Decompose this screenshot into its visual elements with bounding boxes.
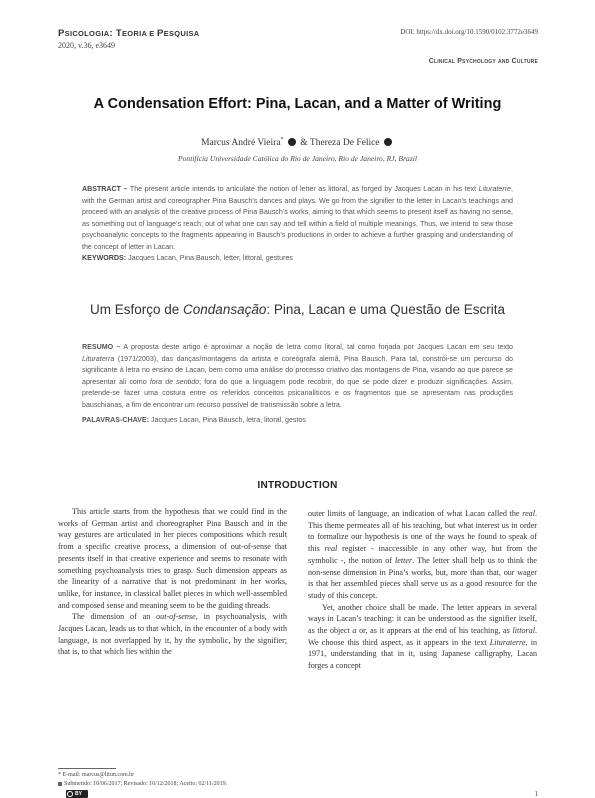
cc-license-badge[interactable]: [66, 790, 88, 798]
author-1: Marcus André Vieira: [201, 138, 281, 149]
page-number: 1: [534, 790, 538, 798]
orcid-icon[interactable]: [288, 138, 296, 146]
orcid-icon[interactable]: [384, 138, 392, 146]
article-title: A Condensation Effort: Pina, Lacan, and a Matter of Writing: [93, 96, 502, 112]
author-1-footnote-mark: *: [280, 137, 284, 143]
section-label: Clinical Psychology and Culture: [428, 58, 538, 65]
abstract-label: ABSTRACT –: [82, 185, 128, 193]
cc-by-label: BY: [75, 791, 82, 797]
palavras-chave-label: PALAVRAS-CHAVE:: [82, 416, 149, 424]
paragraph: outer limits of language, an indication of what Lacan called the real. This theme permeates all of his teaching, but what interest us in order to formalize our hypothesis is one of the ways he found to speak of this real register - inaccessible in any other way, but from the symbolic -, the notion of letter. The letter shall help us to think the non-sense dimension in Pina’s works, but, more than that, our wager is that her assembled pieces shall serve us as a good resource for the study of this concept.: [308, 509, 538, 600]
doi-link[interactable]: DOI: https://dx.doi.org/10.1590/0102.3772e3649: [400, 28, 538, 36]
footnote-dates: Submetido: 10/06/2017; Revisado: 10/12/2018; Aceito: 02/11/2019.: [58, 781, 227, 787]
footnote-divider: [58, 768, 116, 769]
paragraph: The dimension of an out-of-sense, in psychoanalysis, with Jacques Lacan, leads us to that which, in the encounter of a body with language, is not overlapped by it, by the symbolic, by the signifier; that is, to that which lies within the: [58, 612, 287, 657]
journal-volume: 2020, v.36, e3649: [58, 41, 116, 50]
cc-logo-icon: [67, 791, 73, 797]
body-column-right: [308, 508, 537, 672]
body-column-left: [58, 506, 287, 658]
palavras-chave: PALAVRAS-CHAVE: Jacques Lacan, Pina Bausch, letra, litoral, gestos: [82, 416, 306, 424]
affiliation: Pontifícia Universidade Católica do Rio de Janeiro, Rio de Janeiro, RJ, Brazil: [177, 154, 418, 163]
keywords: KEYWORDS: Jacques Lacan, Pina Bausch, letter, littoral, gestures: [82, 254, 293, 262]
journal-name: PSICOLOGIA: TEORIA E PESQUISA: [58, 28, 200, 39]
footnote-email: * E-mail: marcus@litun.com.br: [58, 772, 135, 778]
resumo-label: RESUMO –: [82, 343, 121, 351]
portuguese-title: Um Esforço de Condansação: Pina, Lacan e uma Questão de Escrita: [90, 302, 505, 317]
square-bullet-icon: [58, 782, 62, 786]
abstract: ABSTRACT – The present article intends to articulate the notion of letter as littoral, as forged by Jacques Lacan in his text Lituraterre, with the German artist and coreographer Pina Bausch’s dances and plays. We go from the signifier to the letter in Lacan’s teachings and proceed with an analysis of the creative process of Pina Bausch’s works, aiming to that which seems to present itself as having no sense, as something out of language’s reach; out of what one can say and tell within a field of multiple meanings. Thus, we intend to sew those psychoanalytic concepts to the fragments appearing in Bausch’s productions in order to achieve a further grasping and understanding of the concept of letter in Lacan.: [82, 185, 513, 251]
paragraph: This article starts from the hypothesis that we could find in the works of German artist and choreographer Pina Bausch and in the way gestures are articulated in her pieces compositions which result from a specific creative process, a dimension of out-of-sense that presents itself in that creative experience and seems to resonate with something psychoanalysis tries to grasp. Such dimension appears as the linearity of a narrative that is not predominant in her works, unlike, for instance, in classical ballet pieces in which well-assembled and composed sense and meaning seem to be the guiding threads.: [58, 507, 287, 610]
author-line: [0, 137, 595, 148]
paragraph: Yet, another choice shall be made. The letter appears in several ways in Lacan’s teaching: it can be understood as the signifier itself, as the object a or, as it appears at the end of his teaching, as littoral. We choose this third aspect, as it appears in the text Lituraterre, in 1971, understanding that in it, using Japanese calligraphy, Lacan forges a concept: [308, 602, 537, 671]
and-separator: &: [300, 138, 308, 149]
introduction-heading: INTRODUCTION: [257, 480, 338, 491]
resumo: RESUMO – A proposta deste artigo é aproximar a noção de letra como litoral, tal como forjada por Jacques Lacan em seu texto Lituraterra (1971/2003), das danças/montagens da artista e coreógrafa alemã, Pina Bausch. Para tal, constrói-se um percurso do significante à letra no ensino de Lacan, bem como uma análise do processo criativo das montagens de Pina, visando ao que parece se apresentar ali como fora de sentido; fora do que a linguagem pode recobrir, do que se pode dizer e produzir significações. Assim, pretende-se fazer uma costura entre os referidos conceitos psicanalíticos e os fragmentos que se apresentam nas produções bauschianas, a fim de encontrar um recurso possível de transmissão sobre a letra.: [82, 343, 513, 409]
keywords-label: KEYWORDS:: [82, 254, 127, 262]
author-2: Thereza De Felice: [309, 138, 380, 149]
